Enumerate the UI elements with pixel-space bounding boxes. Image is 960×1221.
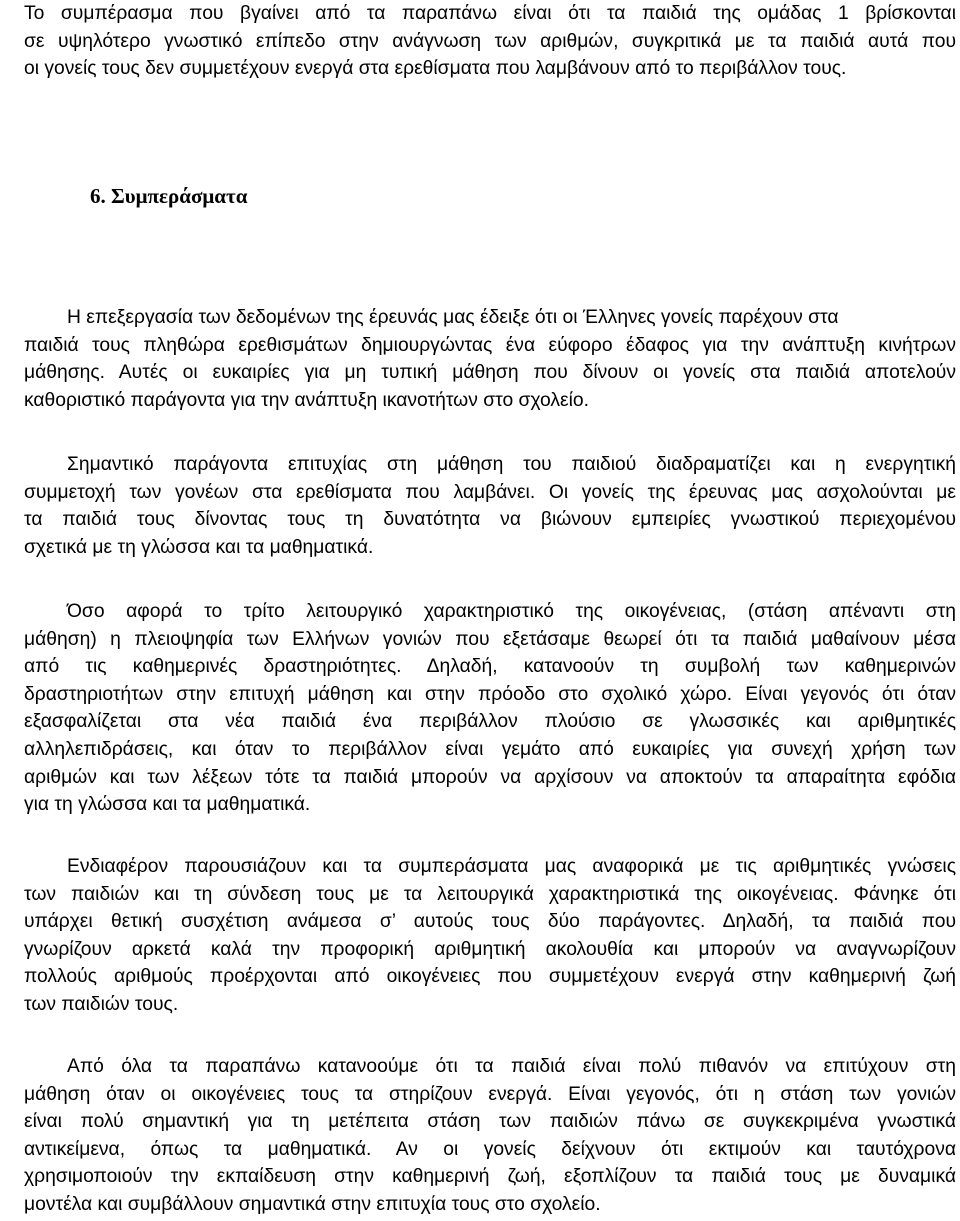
text-line: υπάρχει θετική συσχέτιση ανάμεσα σ’ αυτούς τους δύο παράγοντες. Δηλαδή, τα παιδιά που xyxy=(24,911,956,933)
text-line: Όσο αφορά το τρίτο λειτουργικό χαρακτηριστικό της οικογένειας, (στάση απέναντι στη xyxy=(67,601,956,622)
text-line: Το συμπέρασμα που βγαίνει από τα παραπάνω είναι ότι τα παιδιά της ομάδας 1 βρίσκονται xyxy=(24,3,956,24)
text-line: των παιδιών τους. xyxy=(24,993,179,1015)
paragraph-1 xyxy=(24,304,956,414)
text-line: μάθηση) η πλειοψηφία των Ελλήνων γονιών που εξετάσαμε θεωρεί ότι τα παιδιά μαθαίνουν μέσα xyxy=(24,628,956,650)
text-line: μοντέλα και συμβάλλουν σημαντικά στην επιτυχία τους στο σχολείο. xyxy=(24,1193,601,1215)
text-line: πολλούς αριθμούς προέρχονται από οικογένειες που συμμετέχουν ενεργά στην καθημερινή ζωή xyxy=(24,966,956,988)
text-line: μάθησης. Αυτές οι ευκαιρίες για μη τυπική μάθηση που δίνουν οι γονείς στα παιδιά αποτελούν xyxy=(24,362,956,384)
paragraph-3 xyxy=(24,598,956,819)
text-line: εξασφαλίζεται στα νέα παιδιά ένα περιβάλλον πλούσιο σε γλωσσικές και αριθμητικές xyxy=(24,711,956,733)
text-line: χρησιμοποιούν την εκπαίδευση στην καθημερινή ζωή, εξοπλίζουν τα παιδιά τους με δυναμικά xyxy=(24,1166,956,1188)
section-heading: 6. Συμπεράσματα xyxy=(90,184,248,208)
text-line: Ενδιαφέρον παρουσιάζουν και τα συμπεράσματα μας αναφορικά με τις αριθμητικές γνώσεις xyxy=(67,856,956,877)
text-line: δραστηριοτήτων στην επιτυχή μάθηση και στην πρόοδο στο σχολικό χώρο. Είναι γεγονός ότι όταν xyxy=(24,683,956,705)
paragraph-4 xyxy=(24,853,956,1019)
text-line: οι γονείς τους δεν συμμετέχουν ενεργά στα ερεθίσματα που λαμβάνουν από το περιβάλλον τους. xyxy=(24,58,847,80)
text-line: των παιδιών και τη σύνδεση τους με τα λειτουργικά χαρακτηριστικά της οικογένειας. Φάνηκε ότι xyxy=(24,883,956,905)
text-line: Η επεξεργασία των δεδομένων της έρευνάς μας έδειξε ότι οι Έλληνες γονείς παρέχουν στα xyxy=(67,307,839,328)
text-line: σε υψηλότερο γνωστικό επίπεδο στην ανάγνωση των αριθμών, συγκριτικά με τα παιδιά αυτά που xyxy=(24,30,956,52)
text-line: μάθηση όταν οι οικογένειες τους τα στηρίζουν ενεργά. Είναι γεγονός, ότι η στάση των γονιών xyxy=(24,1083,956,1105)
text-line: αριθμών και των λέξεων τότε τα παιδιά μπορούν να αρχίσουν να αποκτούν τα απαραίτητα εφόδια xyxy=(24,766,956,788)
text-line: Από όλα τα παραπάνω κατανοούμε ότι τα παιδιά είναι πολύ πιθανόν να επιτύχουν στη xyxy=(67,1056,956,1077)
paragraph-5 xyxy=(24,1053,956,1219)
text-line: καθοριστικό παράγοντα για την ανάπτυξη ικανοτήτων στο σχολείο. xyxy=(24,389,590,411)
text-line: παιδιά τους πληθώρα ερεθισμάτων δημιουργώντας ένα εύφορο έδαφος για την ανάπτυξη κινήτρων xyxy=(24,334,956,356)
text-line: από τις καθημερινές δραστηριότητες. Δηλαδή, κατανοούν τη συμβολή των καθημερινών xyxy=(24,656,956,678)
text-line: αλληλεπιδράσεις, και όταν το περιβάλλον είναι γεμάτο από ευκαιρίες για συνεχή χρήση των xyxy=(24,738,956,760)
paragraph-2 xyxy=(24,451,956,561)
text-line: γνωρίζουν αρκετά καλά την προφορική αριθμητική ακολουθία και μπορούν να αναγνωρίζουν xyxy=(24,938,956,960)
text-line: αντικείμενα, όπως τα μαθηματικά. Αν οι γονείς δείχνουν ότι εκτιμούν και ταυτόχρονα xyxy=(24,1138,956,1160)
intro-paragraph xyxy=(24,0,956,83)
text-line: συμμετοχή των γονέων στα ερεθίσματα που λαμβάνει. Οι γονείς της έρευνας μας ασχολούνται με xyxy=(24,481,956,503)
text-line: τα παιδιά τους δίνοντας τους τη δυνατότητα να βιώνουν εμπειρίες γνωστικού περιεχομένου xyxy=(24,509,956,531)
text-line: Σημαντικό παράγοντα επιτυχίας στη μάθηση του παιδιού διαδραματίζει και η ενεργητική xyxy=(67,454,956,475)
text-line: είναι πολύ σημαντική για τη μετέπειτα στάση των παιδιών πάνω σε συγκεκριμένα γνωστικά xyxy=(24,1111,956,1133)
text-line: για τη γλώσσα και τα μαθηματικά. xyxy=(24,794,311,816)
text-line: σχετικά με τη γλώσσα και τα μαθηματικά. xyxy=(24,536,374,558)
